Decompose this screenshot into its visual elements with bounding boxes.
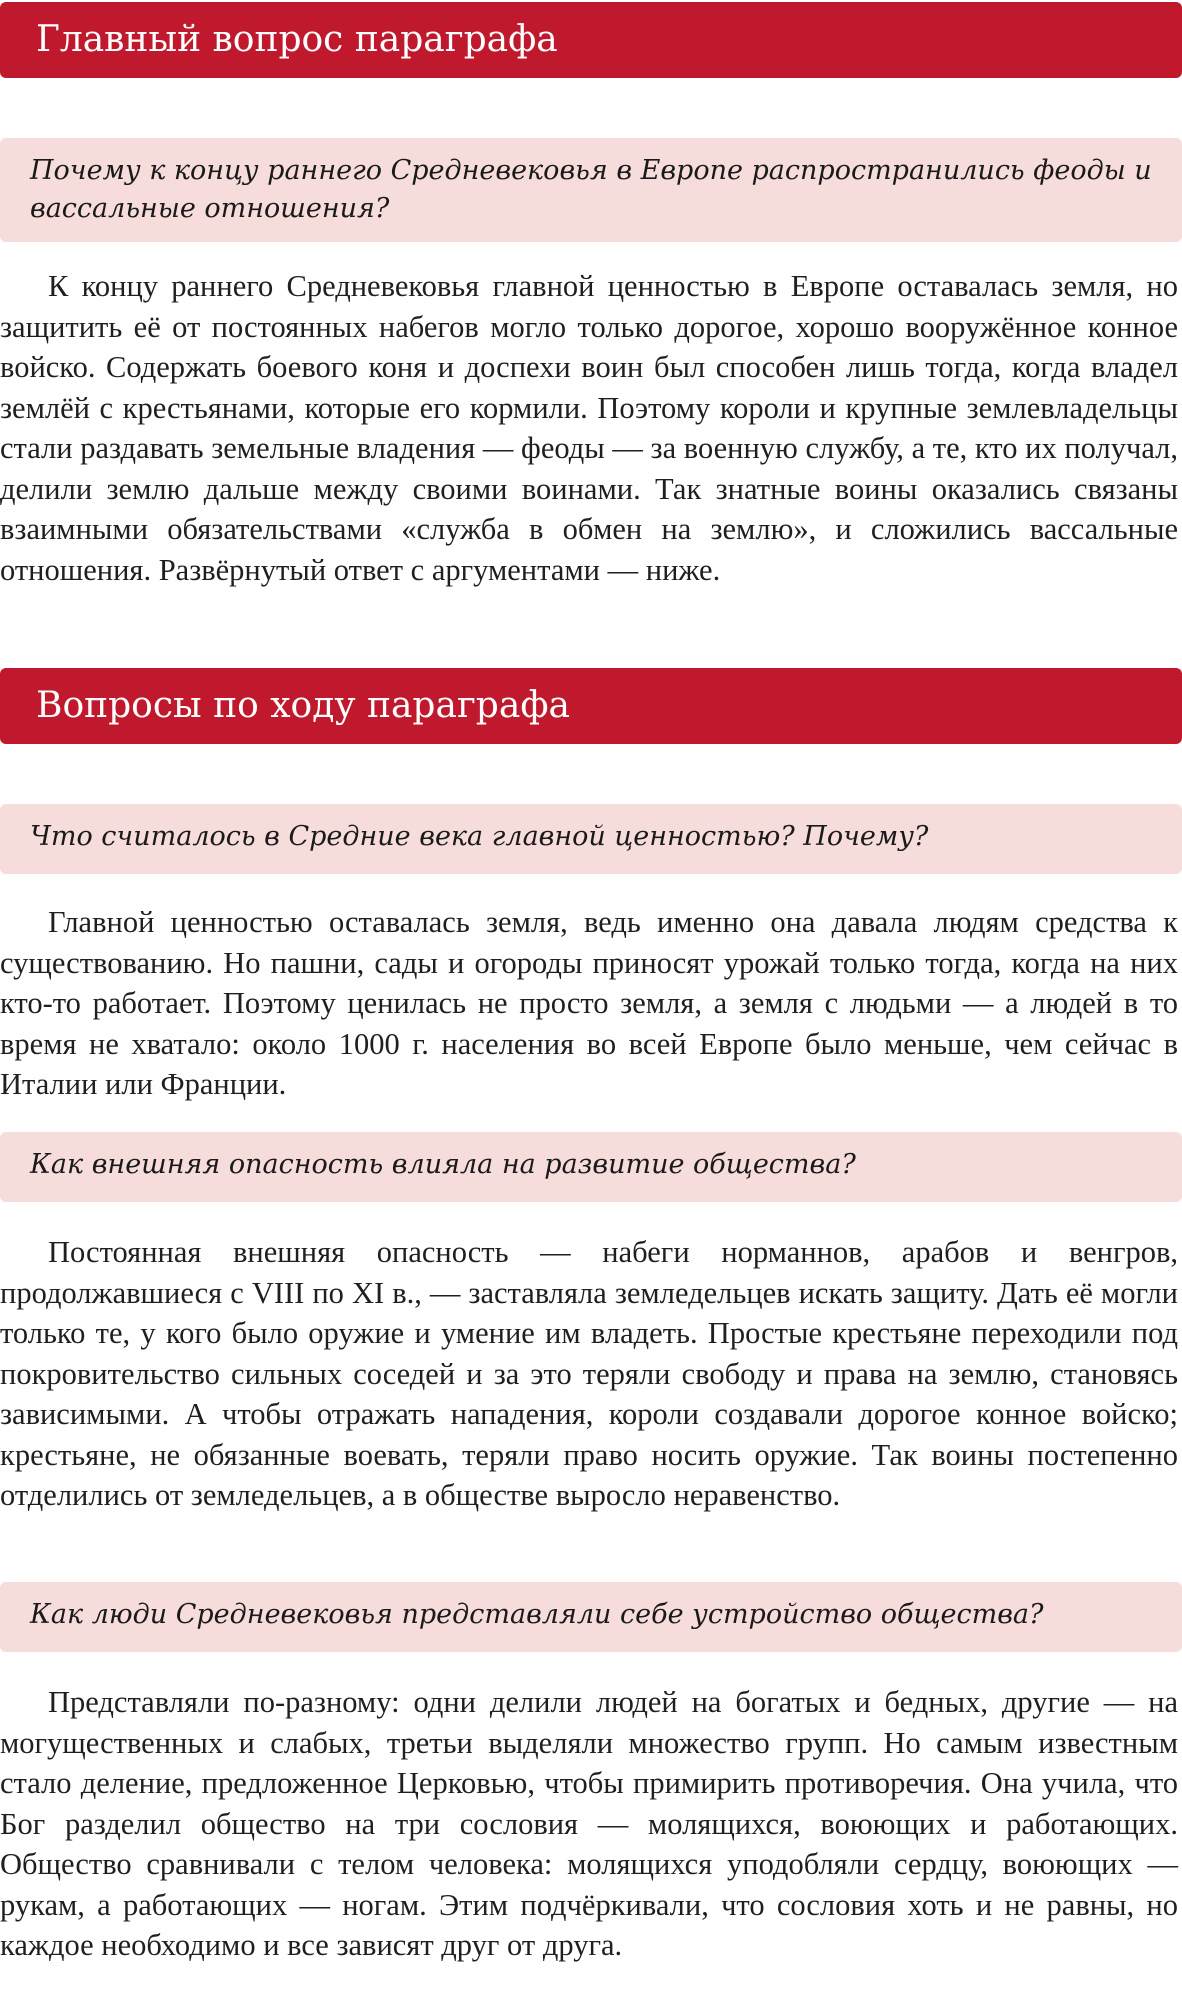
answer-1: Главной ценностью оставалась земля, ведь именно она давала людям средства к существованию. Но пашни, сады и огороды приносят урожай только тогда, когда на них кто-то работает. Поэтому ценилась не просто земля, а земля с людьми — а людей в то время не хватало: около 1000 г. населения во всей Европе было меньше, чем сейчас в Италии или Франции. bbox=[0, 905, 1178, 1101]
answer-2: Постоянная внешняя опасность — набеги норманнов, арабов и венгров, продолжавшиеся с VIII по XI в., — заставляла земледельцев искать защиту. Дать её могли только те, у кого было оружие и умение им владеть. Простые крестьяне переходили под покровительство сильных соседей и за это теряли свободу и права на землю, становясь зависимыми. А чтобы отражать нападения, короли создавали дорогое конное войско; крестьяне, не обязанные воевать, теряли право носить оружие. Так воины постепенно отделились от земледельцев, а в обществе выросло неравенство. bbox=[0, 1235, 1178, 1512]
main-question-box: Почему к концу раннего Средневековья в Европе распространились феоды и вассальные отношения? bbox=[0, 138, 1182, 242]
question-box-2: Как внешняя опасность влияла на развитие общества? bbox=[0, 1132, 1182, 1202]
question-box-1: Что считалось в Средние века главной ценностью? Почему? bbox=[0, 804, 1182, 874]
in-text-questions-heading: Вопросы по ходу параграфа bbox=[0, 668, 1182, 744]
main-question-heading: Главный вопрос параграфа bbox=[0, 2, 1182, 78]
answer-3: Представляли по-разному: одни делили людей на богатых и бедных, другие — на могущественных и слабых, третьи выделяли множество групп. Но самым известным стало деление, предложенное Церковью, чтобы примирить противоречия. Она учила, что Бог разделил общество на три сословия — молящихся, воюющих и работающих. Общество сравнивали с телом человека: молящихся уподобляли сердцу, воюющих — рукам, а работающих — ногам. Этим подчёркивали, что сословия хоть и не равны, но каждое необходимо и все зависят друг от друга. bbox=[0, 1685, 1178, 1962]
main-question-answer: К концу раннего Средневековья главной ценностью в Европе оставалась земля, но защитить её от постоянных набегов могло только дорогое, хорошо вооружённое конное войско. Содержать боевого коня и доспехи воин был способен лишь тогда, когда владел землёй с крестьянами, которые его кормили. Поэтому короли и крупные землевладельцы стали раздавать земельные владения — феоды — за военную службу, а те, кто их получал, делили землю дальше между своими воинами. Так знатные воины оказались связаны взаимными обязательствами «служба в обмен на землю», и сложились вассальные отношения. Развёрнутый ответ с аргументами — ниже. bbox=[0, 269, 1178, 587]
question-box-3: Как люди Средневековья представляли себе устройство общества? bbox=[0, 1582, 1182, 1652]
